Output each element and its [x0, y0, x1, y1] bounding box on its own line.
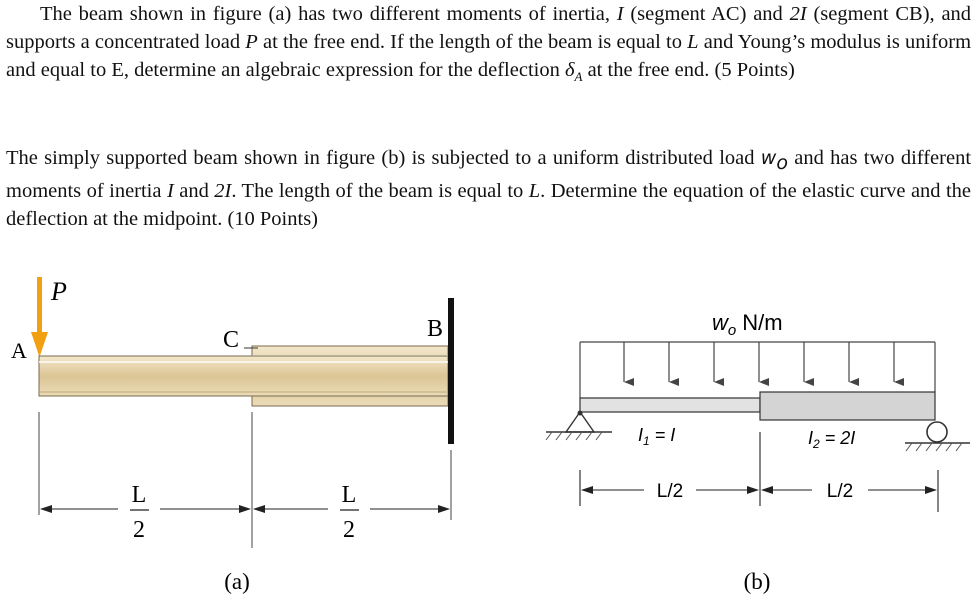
pin-support	[546, 411, 612, 441]
point-b-label: B	[427, 316, 444, 342]
load-w-label: $w_o$ N/m	[712, 310, 783, 339]
roller-support	[905, 422, 970, 451]
problem-a-text: The beam shown in figure (a) has two different moments of inertia, I (segment AC) and 2I (segment CB), and supports a concentrated load P at the free end. If the length of the beam is equal to L and Young’s modulus is uniform and equal to E, determine an algebraic expression for the deflection $\delta_A$ at the free end. (5 Points)	[6, 3, 972, 85]
dim1-denominator: 2	[133, 517, 145, 543]
load-p-label: P	[51, 277, 67, 306]
dim2-denominator: 2	[343, 517, 355, 543]
dim1-numerator: L	[131, 482, 147, 508]
distributed-load-arrows	[624, 342, 894, 382]
dim-b2-label: L/2	[826, 481, 854, 502]
figure-a	[11, 277, 454, 594]
problem-b-text: The simply supported beam shown in figure (b) is subjected to a uniform distributed load $w_o$ and has two different moments of inertia I and 2I. The length of the beam is equal to L. Determine the equation of the elastic curve and the deflection at the midpoint. (10 Points)	[6, 147, 972, 231]
dim-b1-label: L/2	[656, 481, 684, 502]
i2-label: $I_2 = 2I$	[808, 428, 856, 451]
i1-label: $I_1 = I$	[638, 425, 676, 448]
segment-i1	[580, 398, 760, 412]
dim2-numerator: L	[341, 482, 357, 508]
segment-i2	[760, 392, 935, 420]
caption-a: (a)	[224, 569, 250, 594]
figure-b	[546, 310, 970, 594]
point-a-label: A	[11, 338, 27, 363]
point-c-label: C	[223, 327, 240, 353]
fixed-wall	[448, 298, 454, 444]
caption-b: (b)	[743, 569, 771, 594]
load-p-arrow	[31, 277, 48, 357]
